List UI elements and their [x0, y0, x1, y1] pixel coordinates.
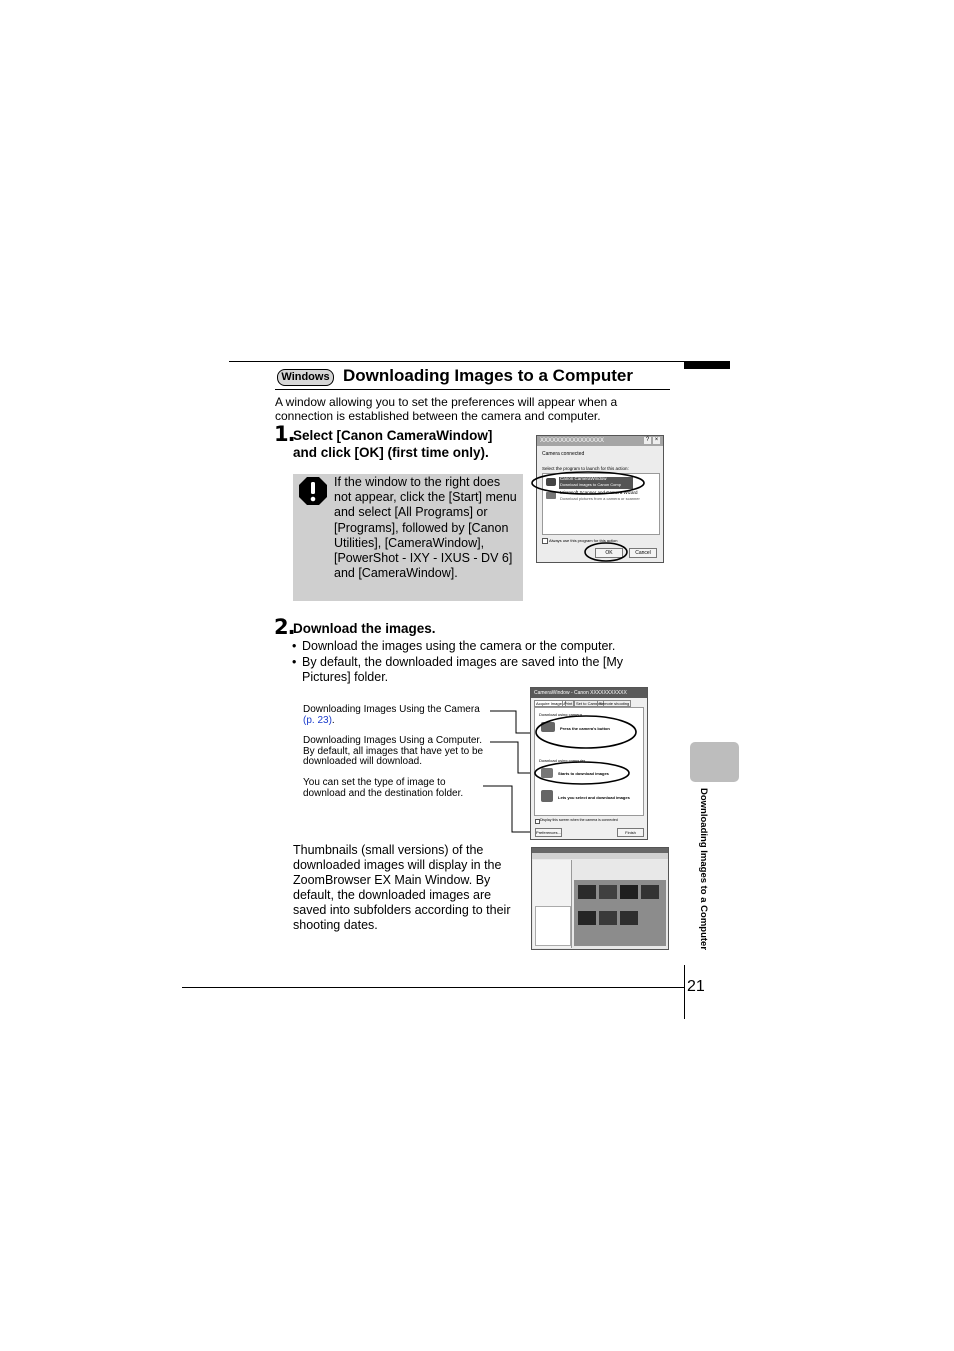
dialog-option-1-sub: Download images to Canon Comp	[560, 482, 621, 487]
dialog-option-2-sub: Download pictures from a camera or scanner	[560, 496, 640, 501]
dialog-cancel-button[interactable]: Cancel	[629, 548, 657, 558]
callout-camera-download-line-1: Downloading Images Using the Camera	[303, 704, 480, 715]
camerawindow-button-3[interactable]: Lets you select and download images	[558, 795, 630, 800]
callout-preferences	[303, 778, 463, 799]
step-1-number: 1.	[274, 422, 295, 446]
dialog-heading: Camera connected	[542, 451, 585, 457]
thumbnail-image	[599, 911, 617, 925]
camerawindow-tab-2[interactable]: Print	[564, 701, 573, 706]
callout-preferences-line-1: You can set the type of image to	[303, 777, 446, 788]
dialog-close-icon: ×	[654, 437, 659, 443]
camerawindow-tab-4[interactable]: Remote shooting	[599, 701, 630, 706]
step-2-number: 2.	[274, 615, 295, 639]
section-tab	[690, 742, 739, 782]
dialog-option-2[interactable]: Microsoft Scanner and Camera Wizard	[560, 490, 638, 495]
thumbnail-image	[620, 911, 638, 925]
bullet-dot: •	[292, 639, 297, 653]
zoombrowser-toolbar	[532, 853, 668, 859]
zoombrowser-paragraph: Thumbnails (small versions) of the downloaded images will display in the ZoomBrowser EX Main Window. By default, the downloaded images are saved into subfolders according to their shooting dates.	[293, 843, 511, 933]
caution-icon	[298, 476, 328, 506]
thumbnail-image	[620, 885, 638, 899]
bullet-dot: •	[292, 655, 297, 669]
page-title: Downloading Images to a Computer	[343, 366, 633, 385]
caution-note-text: If the window to the right does not appear, click the [Start] menu and select [All Programs] or [Programs], followed by [Canon Utilities], [CameraWindow], [PowerShot - IXY - IXUS - DV 6] and [CameraWindow].	[334, 475, 517, 581]
dialog-help-icon: ?	[645, 437, 650, 443]
camerawindow-group-1-label: Download using camera	[539, 712, 582, 717]
title-underline	[275, 389, 670, 390]
step-1-line-1: Select [Canon CameraWindow]	[293, 428, 493, 443]
callout-camera-download	[303, 705, 480, 726]
footer-vertical-rule	[684, 965, 685, 1019]
step-2-bullet-1: Download the images using the camera or the computer.	[302, 639, 616, 653]
page-number: 21	[687, 978, 705, 995]
camerawindow-tab-1[interactable]: Acquire Images	[536, 701, 564, 706]
header-rule	[229, 361, 684, 362]
callout-computer-download-line-3: downloaded will download.	[303, 756, 422, 767]
camerawindow-finish-button[interactable]: Finish	[617, 828, 644, 837]
header-black-block	[684, 361, 730, 369]
dialog-ok-button[interactable]: OK	[595, 548, 623, 558]
callout-computer-download-line-1: Downloading Images Using a Computer.	[303, 735, 482, 746]
step-2-heading: Download the images.	[293, 621, 436, 636]
callout-computer-download	[303, 736, 483, 768]
camerawindow-checkbox-label: Display this screen when the camera is connected	[540, 818, 618, 822]
callout-page-link[interactable]: (p. 23)	[303, 714, 332, 726]
callout-link-period: .	[331, 714, 335, 726]
dialog-option-1[interactable]: Canon CameraWindow	[560, 476, 607, 481]
thumbnail-image	[578, 885, 596, 899]
camerawindow-preferences-button[interactable]: Preferences...	[536, 830, 561, 835]
thumbnail-image	[578, 911, 596, 925]
section-side-label: Downloading Images to a Computer	[698, 788, 709, 951]
intro-text: A window allowing you to set the preferences will appear when a connection is established between the camera and computer.	[275, 395, 618, 423]
dialog-checkbox-label: Always use this program for this action	[549, 538, 618, 543]
step-1-line-2: and click [OK] (first time only).	[293, 445, 489, 460]
camerawindow-tab-3[interactable]: Set to Camera	[576, 701, 602, 706]
callout-preferences-line-2: download and the destination folder.	[303, 787, 464, 799]
thumbnail-image	[641, 885, 659, 899]
dialog-titlebar: XXXXXXXXXXXXXXXX	[537, 436, 663, 446]
step-2-bullet-2-line-2: Pictures] folder.	[302, 670, 389, 684]
zoombrowser-folder-tree	[535, 906, 571, 946]
dialog-highlight-ellipses	[528, 468, 668, 568]
camerawindow-button-1[interactable]: Press the camera's button	[560, 726, 610, 731]
camerawindow-group-2-label: Download using computer	[539, 758, 586, 763]
camerawindow-titlebar: CameraWindow - Canon XXXXXXXXXXX	[531, 688, 647, 698]
step-2-bullet-2-line-1: By default, the downloaded images are saved into the [My	[302, 655, 624, 669]
thumbnail-image	[599, 885, 617, 899]
callout-computer-download-line-2: By default, all images that have yet to be	[303, 745, 484, 757]
dialog-prompt: Select the program to launch for this action:	[542, 466, 629, 471]
windows-badge: Windows	[277, 369, 334, 386]
zoombrowser-screenshot	[531, 847, 669, 950]
camerawindow-button-2[interactable]: Starts to download images	[558, 771, 609, 776]
camerawindow-highlight-ellipses	[530, 712, 650, 792]
footer-rule	[182, 987, 684, 988]
